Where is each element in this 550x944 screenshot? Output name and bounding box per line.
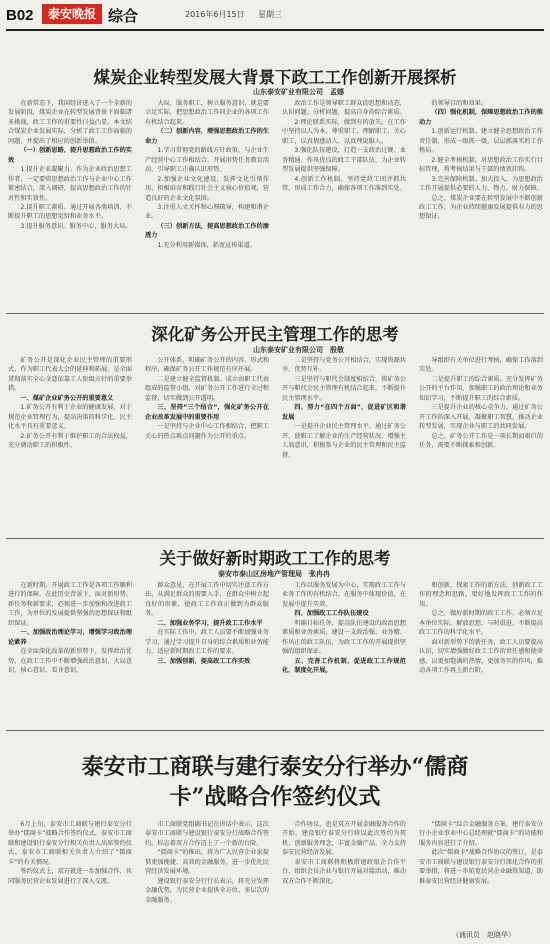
page-number: B02	[6, 7, 34, 24]
subheading: 四、努力“在四个方面”，促进矿区和谐发展	[282, 404, 406, 421]
article-divider	[6, 538, 544, 539]
paragraph: 导组织有关单位进行考核，确保工作落到实处。	[419, 357, 543, 374]
article-4-column-1	[8, 820, 132, 929]
paragraph: 公开体系，明确矿务公开的内容、形式和程序，确保矿务公开工作规范有序开展。	[145, 357, 269, 374]
article-1-headline: 煤炭企业转型发展大背景下政工工作创新开展探析	[93, 68, 457, 87]
paragraph: 在全面深化改革的新形势下，发挥政治优势，在政工工作中不断增强政治意识、大局意识、核心意识、看齐意识。	[8, 648, 132, 675]
paragraph: 3.强化队伍建设，打造一支政治过硬、业务精通、作风优良的政工干部队伍，为企业转型发展提供坚强保障。	[282, 147, 406, 174]
paragraph: 二是建立健全监督机制。成立由职工代表组成的监督小组，对矿务公开工作进行全过程监督，切实做到公开透明。	[145, 375, 269, 402]
article-3-column-2	[145, 581, 269, 725]
article-3-column-3	[282, 581, 406, 725]
paragraph: 在新时期，开展政工工作是各项工作顺利进行的保障，在此历史背景下，面对新形势、新任务和新要求，必须进一步加强和改进政工工作，为单位的发展提供坚强的思想保证和组织保证。	[8, 582, 132, 627]
article-3-headline: 关于做好新时期政工工作的思考	[159, 549, 391, 568]
paragraph: 明确目标任务，提高队伍建设的政治思想素质和业务素质，建设一支政治强、业务精、作风正的政工队伍，为政工工作的开展提供坚强的组织保证。	[282, 619, 406, 656]
paragraph: 矿务公开是深化企业民主管理的重要形式，作为职工代表大会的延伸和拓展，是全面贯彻落实全心全意依靠工人阶级方针的重要举措。	[8, 357, 132, 393]
paragraph: 在实际工作中，政工人员要不断加强业务学习，通过学习提升自身的综合素质和业务能力，适应新时期政工工作的要求。	[145, 629, 269, 656]
newspaper-logo: 泰安晚报	[42, 4, 102, 24]
paragraph: 总之，矿务公开工作是一项长期而艰巨的任务，需要不断探索和创新。	[419, 432, 543, 450]
subheading: 二、加强业务学习，提升政工工作水平	[157, 619, 263, 627]
paragraph: 建设银行泰安分行行长表示，将充分发挥金融优势，为民营企业提供全方位、多层次的金融服务。	[145, 877, 269, 904]
masthead	[0, 0, 550, 30]
article-3-byline: 泰安市泰山区房地产管理局 张冉冉	[218, 570, 330, 578]
paragraph: 合作协议，也是双方开展金融服务合作的开始。建设银行泰安分行将以此次签约为契机，创新服务理念，丰富金融产品，全力支持泰安民营经济发展。	[282, 821, 406, 857]
subheading: 一、加强政治理论学习，增强学习政治理论素养	[8, 629, 132, 646]
article-2-column-3	[282, 356, 406, 534]
subheading: （三）创新方法，提高思想政治工作的渗透力	[145, 222, 269, 240]
paragraph: 政治工作是领导职工群众的思想和动态，认识问题、分析问题，提高自身的综合素质。	[282, 100, 406, 117]
article-1-column-1	[8, 99, 132, 310]
paragraph: 的领导目的和效果。	[431, 100, 488, 107]
article-4-headline: 泰安市工商联与建行泰安分行举办“儒商卡”战略合作签约仪式	[81, 754, 469, 810]
subheading: （二）创新内容，增强思想政治工作的生命力	[145, 128, 269, 145]
paragraph: 签约仪式上，双方就进一步加强合作，共同服务民营企业发展进行了深入交流。	[8, 868, 132, 885]
paragraph: 泰安市工商联将积极搭建政银企合作平台，组织会员企业与银行开展对接活动，推动双方合作不断深化。	[282, 858, 406, 885]
paragraph: 工作以服务发展为中心，实现政工工作与业务工作的有机结合，在服务中体现价值，在发展中提升实效。	[282, 582, 406, 608]
paragraph: 总之，做好新时期的政工工作，必须立足本单位实际，解放思想，与时俱进，不断提高政工工作的科学化水平。	[419, 610, 543, 637]
subheading: 四、加强政工工作队伍建设	[294, 610, 369, 618]
issue-weekday: 星期三	[258, 10, 282, 19]
article-3-column-1	[8, 581, 132, 725]
article-4-column-4	[419, 820, 543, 929]
paragraph: 2.加强企业文化建设，发挥文化引领作用，积极培育和践行社会主义核心价值观，营造良好的企业文化氛围。	[145, 175, 269, 202]
paragraph: 大局，服务职工，树立服务意识，就是要立足实际，把思想政治工作同企业的各项工作有机结合起来。	[145, 100, 269, 126]
subheading: 五、完善工作机制，促进政工工作规范化、制度化开展。	[282, 657, 406, 675]
article-1-column-4	[419, 99, 543, 310]
paragraph: 面对新形势下的新任务，政工人员要提高认识，切实增强做好政工工作的责任感和使命感，以更加饱满的热情、更加务实的作风，推动各项工作再上新台阶。	[419, 638, 543, 675]
paragraph: 2.提升职工素质。通过开展各类培训，不断提升职工的思想觉悟和业务水平。	[8, 203, 132, 221]
paragraph: 1.矿务公开有利于企业的健康发展，对于规范企业管理行为，提高决策的科学化、民主化水平具有重要意义。	[8, 404, 132, 431]
subheading: 一、煤矿企业矿务公开的重要意义	[20, 394, 114, 402]
subheading: 三、坚持“三个结合”，强化矿务公开在企业改革发展中的重要作用	[145, 404, 269, 421]
paragraph: 1.充分利用新媒体，拓宽宣传渠道。	[157, 241, 257, 249]
paragraph: 总之，煤炭企业要在转型发展中不断创新政工工作，为企业持续健康发展提供有力的思想保证。	[419, 194, 543, 221]
paragraph: 二是坚持与党务公开相结合，实现资源共享、优势互补。	[282, 357, 406, 374]
paragraph: 1.创新运行机制。建立健全思想政治工作责任制，形成一级抓一级、层层抓落实的工作格局。	[419, 128, 543, 155]
subheading: （四）强化机制，保障思想政治工作的推动力	[419, 109, 543, 126]
paragraph: 3.完善保障机制。加大投入，为思想政治工作开展提供必要的人力、物力、财力保障。	[419, 175, 543, 193]
paragraph: 2.健全考核机制。对思想政治工作实行目标管理，将考核结果与干部的绩效挂钩。	[419, 156, 543, 174]
paragraph: 在新常态下，我国经济进入了一个全新的发展阶段，煤炭企业在转型发展背景下面临诸多挑战，政工工作的重要性日益凸显。本文结合煤炭企业发展实际，分析了政工工作面临的问题，并提出了相应的创新举措。	[8, 100, 132, 145]
paragraph: 4.创新工作机制。坚持党政工团齐抓共管，形成工作合力，确保各项工作落到实处。	[282, 175, 406, 193]
article-1-byline: 山东泰安矿业有限公司 孟娜	[253, 88, 344, 96]
article-1-column-3	[282, 99, 406, 310]
paragraph: 市工商联党组副书记在讲话中表示，这次泰安市工商联与建设银行泰安分行战略合作签约，标志着双方合作迈上了一个新的台阶。	[145, 821, 269, 847]
subheading: （一）创新思路，提升思想政治工作的实效	[8, 147, 132, 164]
article-2-headline: 深化矿务公开民主管理工作的思考	[151, 325, 399, 344]
paragraph: 二是提升职工的综合素质。充分发挥矿务公开的平台作用，加强职工的政治理论和业务知识学习，不断提升职工的综合素质。	[419, 375, 543, 402]
article-2-column-1	[8, 356, 132, 534]
paragraph: 三是提升企业的核心竞争力。通过矿务公开工作的深入开展，凝聚职工智慧，推动企业转型发展，实现企业与职工的共同发展。	[419, 404, 543, 431]
article-2-byline: 山东泰安矿业有限公司 殷敬	[253, 346, 344, 354]
issue-date: 2016年6月15日	[185, 10, 245, 19]
article-3-column-4	[419, 581, 543, 725]
reporter-credit: （通讯员 赵晓华）	[452, 931, 515, 939]
subheading: 三、加强创新，提高政工工作实效	[157, 657, 251, 665]
article-2-column-2	[145, 356, 269, 534]
article-1-column-2	[145, 99, 269, 310]
section-title: 综合	[108, 7, 139, 25]
paragraph: 2.理论联系实际，做到有的放矢。在工作中坚持以人为本，尊重职工、理解职工、关心职工，以真情感动人、以真理说服人。	[282, 118, 406, 145]
masthead-rule	[6, 29, 544, 31]
article-divider	[6, 730, 544, 731]
article-4-column-2	[145, 820, 269, 929]
paragraph: 群众意见，在开展工作中切实注意工作方法，从满足群众的需要入手，在群众中树立起良好的形象，使政工工作真正做到为群众服务。	[145, 582, 269, 618]
paragraph: 2.矿务公开有利于维护职工的合法权益，充分调动职工的积极性。	[8, 432, 132, 450]
paragraph: 此次“儒商卡”战略合作协议的签订，是泰安市工商联与建设银行泰安分行深化合作的重要举措，将进一步拓宽民营企业融资渠道，助推泰安民营经济健康发展。	[419, 849, 543, 885]
paragraph: 一是提升企业民主管理水平。通过矿务公开，使职工了解企业的生产经营状况，增强主人翁意识，积极参与企业的民主管理和民主监督。	[282, 423, 406, 459]
paragraph: 3.提升服务意识。服务中心，服务大局。	[20, 222, 132, 230]
paragraph: 三是坚持与职代会制度相结合，将矿务公开与职代会民主管理有机结合起来，不断提升民主管理水平。	[282, 375, 406, 402]
paragraph: 6月上旬，泰安市工商联与建行泰安分行举办“儒商卡”战略合作签约仪式，泰安市工商联和建设银行泰安分行相关负责人出席签约仪式。泰安市工商联相关负责人介绍了“儒商卡”的有关情况。	[8, 821, 132, 866]
article-4-column-3	[282, 820, 406, 929]
paragraph: 和创新，探索工作的新方法，创新政工工作的理念和思路，更好地发挥政工工作的作用。	[419, 582, 543, 608]
paragraph: 3.注重人文关怀和心理疏导，构建和谐企业。	[145, 203, 269, 221]
article-divider	[6, 313, 544, 314]
paragraph: 1.学习贯彻党的路线方针政策，与企业生产经营中心工作相结合，开展形势任务教育活动，引导职工正确认识形势。	[145, 147, 269, 174]
paragraph: “儒商卡”综合金融服务方案，建行泰安分行小企业事业中心总经理就“儒商卡”的功能和服务内容进行了介绍。	[419, 821, 543, 847]
article-2-column-4	[419, 356, 543, 534]
paragraph: 一是坚持与企业中心工作相结合，把职工关心的热点难点问题作为公开的重点。	[145, 423, 269, 440]
paragraph: “儒商卡”的推出，将为广大民营企业家提供更加便捷、高效的金融服务，进一步优化民营经济发展环境。	[145, 849, 269, 876]
paragraph: 1.提升企业凝聚力。作为企业政治思想工作者，一定要将思想政治工作与企业中心工作紧密结合，深入调研，提高思想政治工作的针对性和实效性。	[8, 166, 132, 202]
